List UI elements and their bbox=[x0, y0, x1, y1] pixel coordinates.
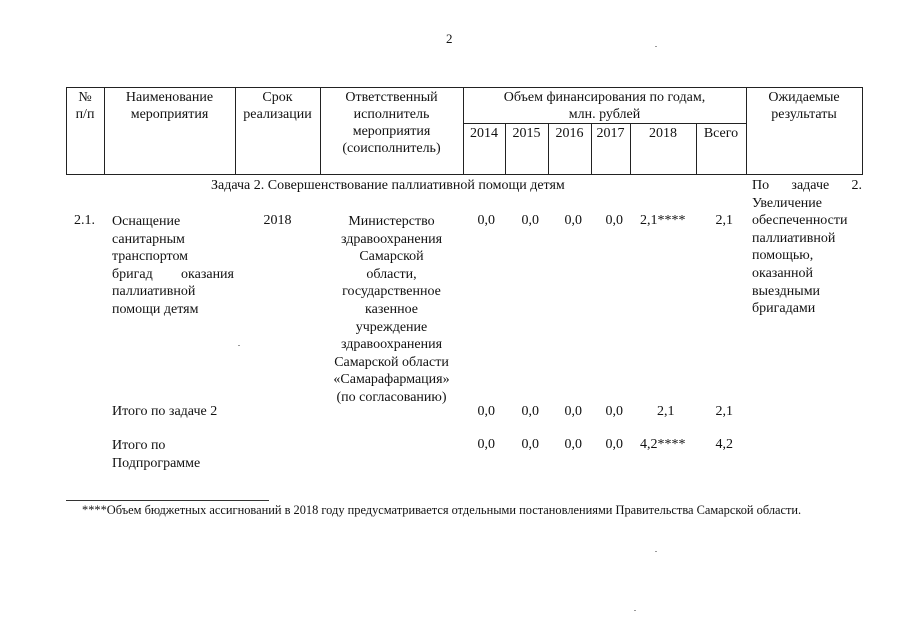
header-executor-line2: исполнитель bbox=[353, 107, 430, 122]
row-activity-line: транспортом bbox=[112, 249, 189, 265]
total-sub-value-2015: 0,0 bbox=[521, 437, 539, 452]
total-task-value-2014: 0,0 bbox=[477, 404, 495, 419]
total-task-label: Итого по задаче 2 bbox=[112, 404, 218, 419]
header-term-line2: реализации bbox=[243, 107, 312, 122]
task-results-word2: задаче bbox=[791, 178, 830, 193]
header-year-2014: 2014 bbox=[470, 126, 498, 141]
header-year-2018: 2018 bbox=[649, 126, 677, 141]
total-sub-label-line2: Подпрограмме bbox=[112, 455, 201, 471]
total-sub-value-2016: 0,0 bbox=[564, 437, 582, 452]
task-results-line: Увеличение bbox=[752, 195, 823, 211]
footnote: ****Объем бюджетных ассигнований в 2018 году предусматривается отдельными постановлениями Правительства Самарской области. bbox=[82, 503, 802, 517]
row-activity-name bbox=[112, 213, 234, 319]
header-activity-line2: мероприятия bbox=[130, 107, 209, 122]
row-value-total: 2,1 bbox=[715, 213, 733, 228]
row-executor-line: области, bbox=[366, 266, 417, 282]
row-executor-line: казенное bbox=[365, 301, 418, 317]
header-number-line2: п/п bbox=[75, 107, 95, 122]
header-results bbox=[746, 89, 862, 123]
total-sub-value-2014: 0,0 bbox=[477, 437, 495, 452]
total-task-value-2017: 0,0 bbox=[605, 404, 623, 419]
header-term bbox=[235, 89, 320, 123]
header-results-line2: результаты bbox=[771, 107, 837, 122]
total-sub-value-2017: 0,0 bbox=[605, 437, 623, 452]
header-number-line1: № bbox=[78, 90, 92, 105]
row-term: 2018 bbox=[263, 213, 292, 228]
header-activity bbox=[104, 89, 235, 123]
row-value-2015: 0,0 bbox=[521, 213, 539, 228]
header-executor-line1: Ответственный bbox=[345, 90, 438, 105]
total-task-value-2015: 0,0 bbox=[521, 404, 539, 419]
header-funding bbox=[463, 89, 746, 123]
task-results-line: выездными bbox=[752, 283, 821, 299]
header-executor-line3: мероприятия bbox=[352, 124, 431, 139]
row-executor-line: государственное bbox=[342, 284, 441, 300]
row-value-2014: 0,0 bbox=[477, 213, 495, 228]
row-value-2016: 0,0 bbox=[564, 213, 582, 228]
total-task-value-total: 2,1 bbox=[715, 404, 733, 419]
header-executor bbox=[320, 89, 463, 157]
total-task-value-2018: 2,1 bbox=[657, 404, 675, 419]
header-funding-line2: млн. рублей bbox=[568, 107, 641, 122]
row-activity-line: помощи детям bbox=[112, 301, 199, 317]
row-executor-line: Самарской bbox=[359, 249, 424, 265]
header-total: Всего bbox=[703, 126, 739, 141]
total-sub-label-line1: Итого по bbox=[112, 438, 166, 453]
task-results-line: паллиативной bbox=[752, 230, 836, 246]
header-activity-line1: Наименование bbox=[125, 90, 214, 105]
row-activity-word: бригад bbox=[112, 266, 153, 282]
header-year-2015: 2015 bbox=[512, 126, 541, 141]
row-value-2017: 0,0 bbox=[605, 213, 623, 228]
task-results-first-line bbox=[752, 177, 862, 195]
task-expected-results bbox=[752, 177, 862, 318]
row-executor-line: учреждение bbox=[355, 319, 428, 335]
task-results-line: бригадами bbox=[752, 301, 816, 317]
total-task-value-2016: 0,0 bbox=[564, 404, 582, 419]
scan-speck bbox=[655, 46, 657, 47]
row-executor bbox=[320, 213, 463, 407]
task-results-word1: По bbox=[752, 178, 770, 193]
task-results-word3: 2. bbox=[851, 178, 862, 193]
header-executor-line4: (соисполнитель) bbox=[342, 141, 441, 156]
header-results-line1: Ожидаемые bbox=[768, 90, 840, 105]
row-executor-line: «Самарафармация» bbox=[333, 372, 450, 388]
total-sub-label bbox=[112, 437, 200, 472]
total-sub-value-2018: 4,2**** bbox=[640, 437, 686, 452]
row-value-2018: 2,1**** bbox=[640, 213, 686, 228]
row-executor-line: (по согласованию) bbox=[336, 389, 447, 405]
scan-speck bbox=[238, 345, 240, 346]
row-executor-line: здравоохранения bbox=[340, 231, 443, 247]
row-activity-word: оказания bbox=[181, 266, 234, 282]
header-year-2016: 2016 bbox=[555, 126, 584, 141]
row-executor-line: Министерство bbox=[348, 214, 435, 229]
footnote-divider bbox=[66, 500, 269, 501]
task-title: Задача 2. Совершенствование паллиативной помощи детям bbox=[211, 178, 565, 193]
header-funding-line1: Объем финансирования по годам, bbox=[503, 90, 706, 105]
row-number: 2.1. bbox=[74, 213, 95, 228]
task-results-line: обеспеченности bbox=[752, 213, 848, 229]
row-activity-line: санитарным bbox=[112, 231, 185, 247]
page-number: 2 bbox=[446, 31, 453, 46]
header-term-line1: Срок bbox=[262, 90, 293, 105]
row-activity-line: Оснащение bbox=[112, 214, 181, 229]
header-number bbox=[66, 89, 104, 123]
task-results-line: помощью, bbox=[752, 248, 814, 264]
header-year-2017: 2017 bbox=[596, 126, 625, 141]
scan-speck bbox=[655, 551, 657, 552]
scan-speck bbox=[634, 610, 636, 611]
row-executor-line: здравоохранения bbox=[340, 337, 443, 353]
row-executor-line: Самарской области bbox=[334, 354, 449, 370]
total-sub-value-total: 4,2 bbox=[715, 437, 733, 452]
row-activity-line bbox=[112, 266, 234, 284]
row-activity-line: паллиативной bbox=[112, 284, 196, 300]
task-results-line: оказанной bbox=[752, 265, 814, 281]
